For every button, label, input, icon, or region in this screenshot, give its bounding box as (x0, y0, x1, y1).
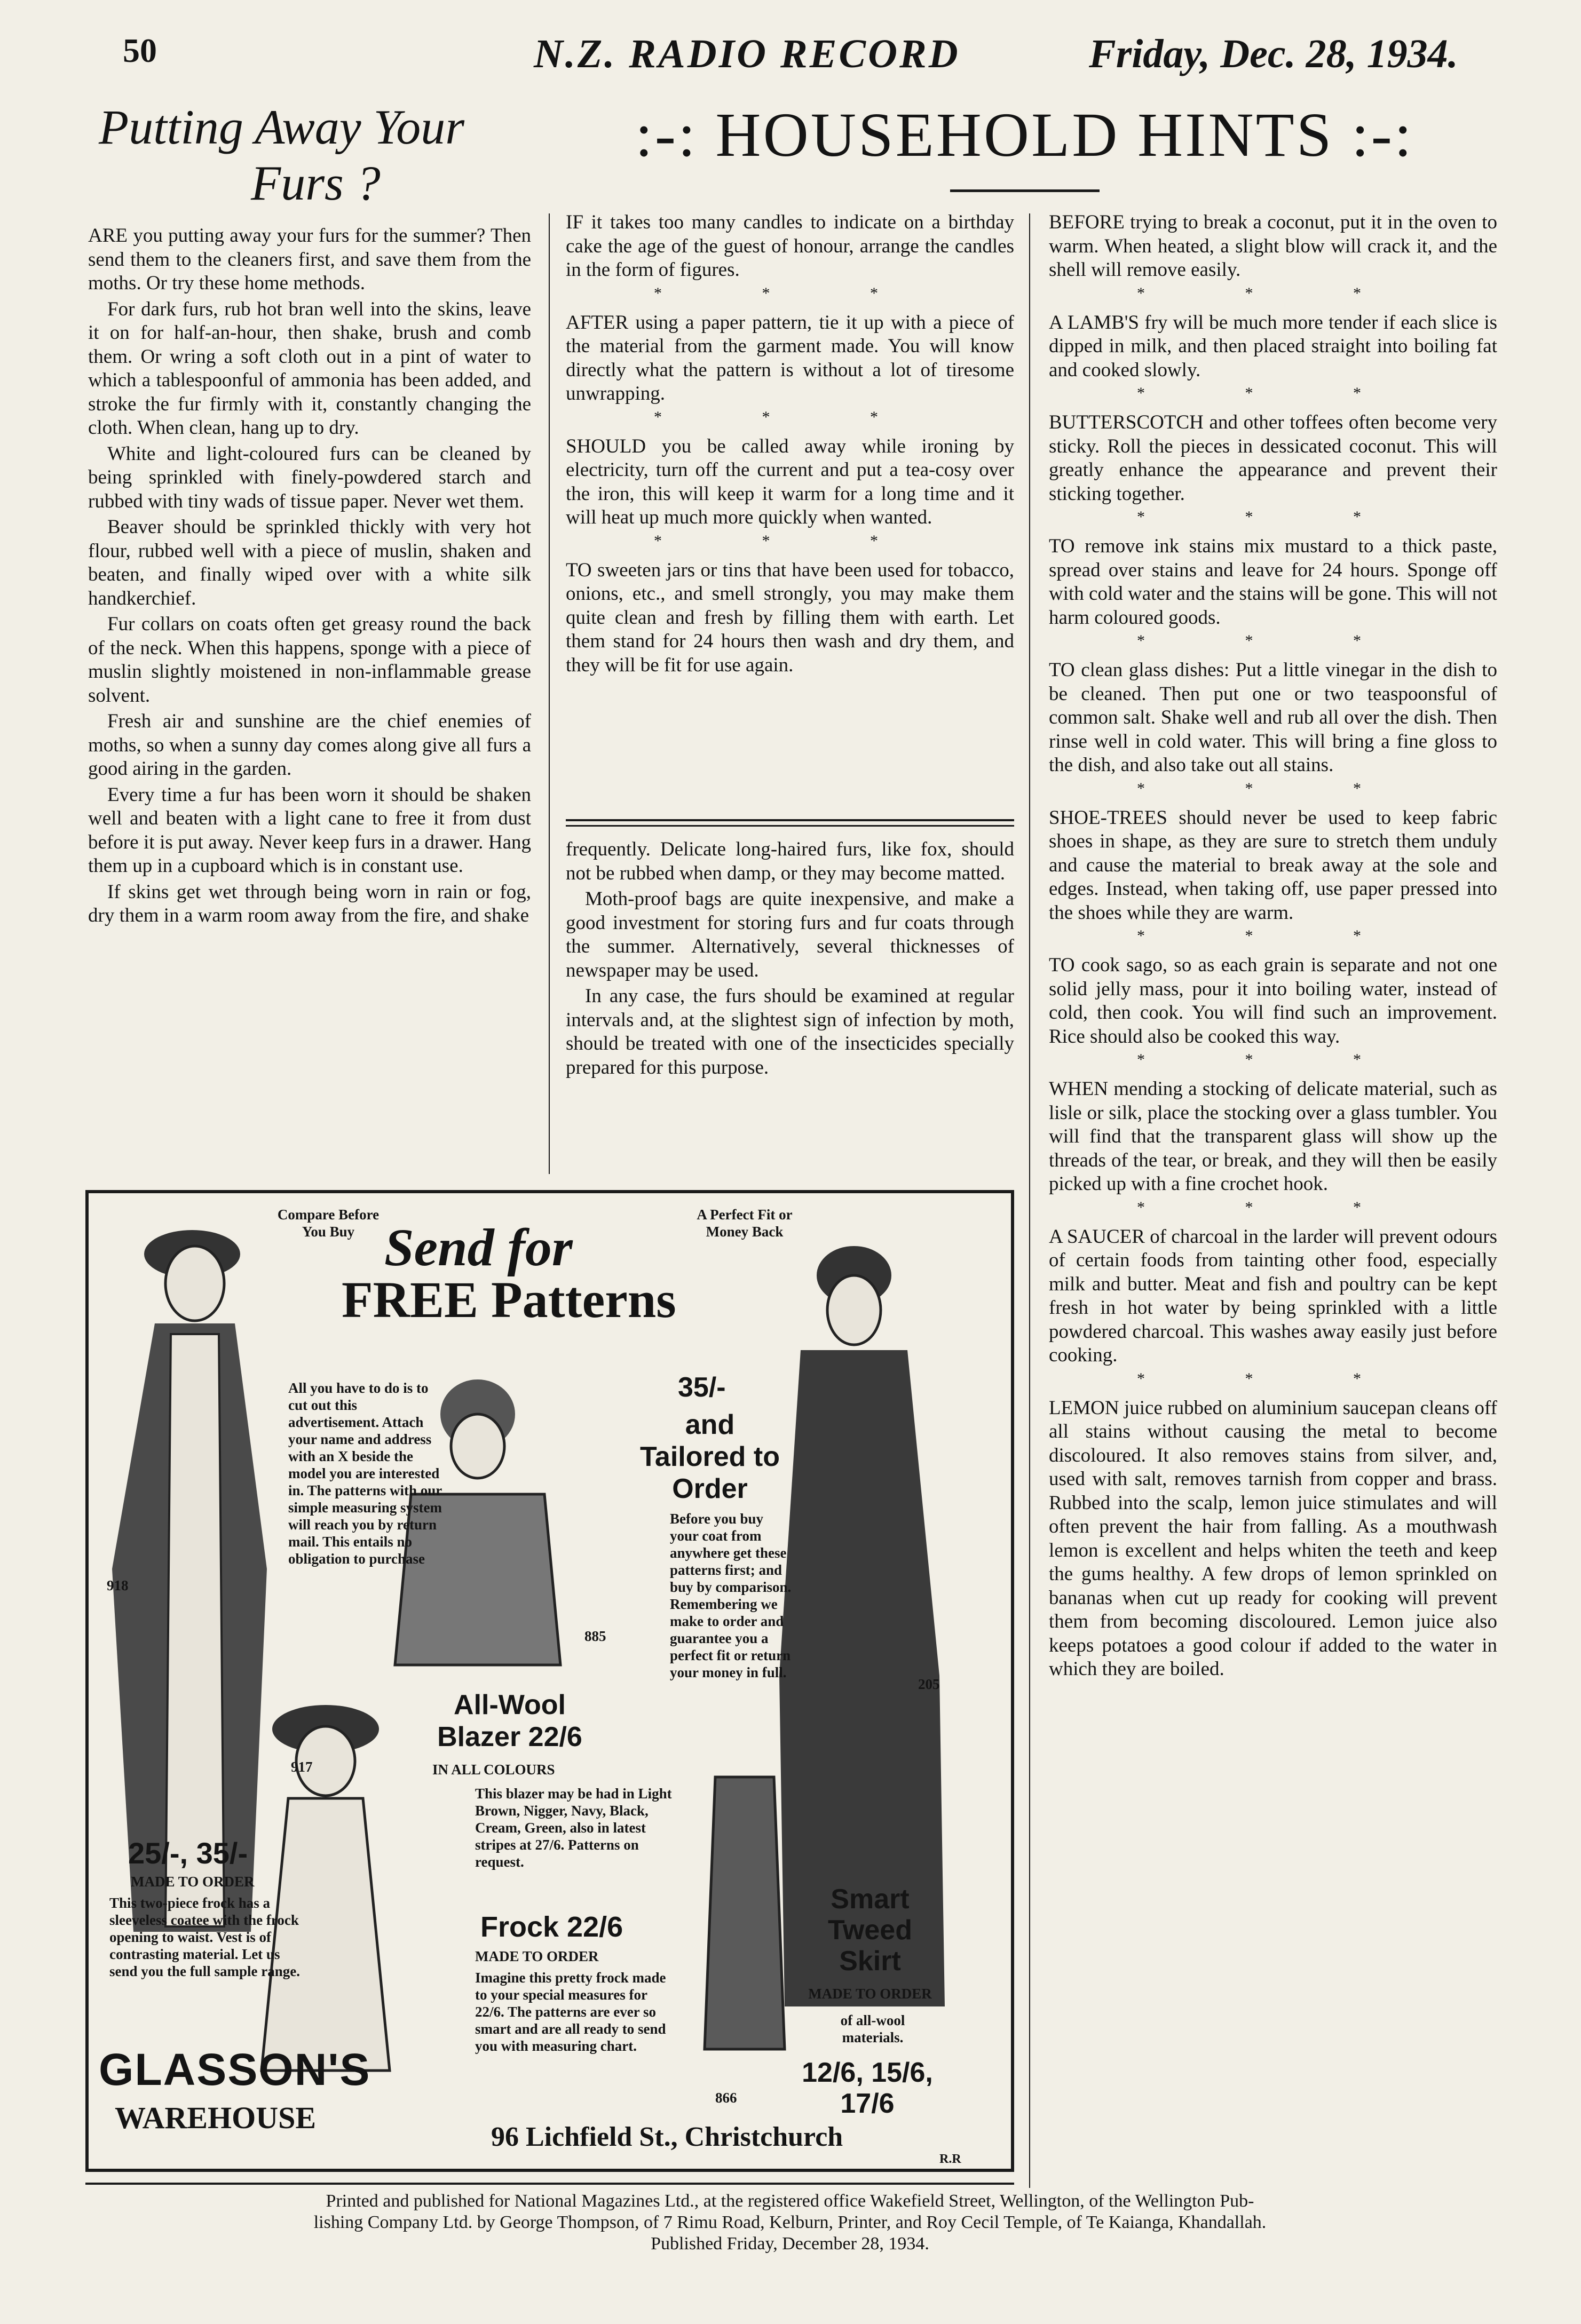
ad-address: 96 Lichfield St., Christchurch (491, 2122, 843, 2152)
stars-separator: * * * (1137, 1369, 1409, 1387)
ad-coat-text: Before you buy your coat from anywhere get these patterns first; and buy by comparison. Remembering we make to order and guarantee you a perfect fit or return your money in full. (670, 1511, 792, 1680)
ad-coat-price: 35/- (678, 1372, 726, 1403)
footer-line-2: lishing Company Ltd. by George Thompson, of 7 Rimu Road, Kelburn, Printer, and Roy Cecil Temple, of Te Kaianga, Khandallah. (313, 2212, 1267, 2232)
stars-separator: * * * (1137, 1051, 1409, 1068)
furs-title-line2: Furs ? (251, 156, 381, 210)
ad-model-number-205: 205 (918, 1676, 940, 1692)
middle-hints-column (566, 211, 1014, 814)
hint-butterscotch: BUTTERSCOTCH and other toffees often become very sticky. Roll the pieces in dessicated coconut. This will greatly enhance the appearance and prevent their sticking together. (1049, 411, 1497, 505)
ad-perfect-fit-text: A Perfect Fit or Money Back (697, 1207, 793, 1240)
illustration-frock-917 (262, 1705, 390, 2071)
household-hints-title: :-: HOUSEHOLD HINTS :-: (635, 100, 1414, 170)
hint-stocking: WHEN mending a stocking of delicate material, such as lisle or silk, place the stocking over a glass tumbler. You will find that the transparent glass will show up the threads of the tear, or break, and they will then be easily picked up with a fine crochet hook. (1049, 1078, 1497, 1195)
furs-para-8: If skins get wet through being worn in rain or fog, dry them in a warm room away from the fire, and shake (88, 881, 531, 926)
hint-lambs-fry: A LAMB'S fry will be much more tender if each slice is dipped in milk, and then placed straight into boiling fat and cooked slowly. (1049, 311, 1497, 381)
stars-separator: * * * (1137, 1198, 1409, 1216)
furs-para-4: Beaver should be sprinkled thickly with very hot flour, rubbed well with a piece of muslin, shaken and beaten, and finally wiped over with a white silk handkerchief. (88, 516, 531, 609)
furs-cont-para-3: In any case, the furs should be examined at regular intervals and, at the slightest sign of infection by moth, should be treated with one of the insecticides specially prepared for this purpose. (566, 985, 1014, 1078)
furs-cont-para-1: frequently. Delicate long-haired furs, like fox, should not be rubbed when damp, or they may become matted. (566, 838, 1014, 884)
ad-blazer-text: This blazer may be had in Light Brown, Nigger, Navy, Black, Cream, Green, also in latest stripes at 27/6. Patterns on request. (475, 1786, 672, 1870)
ad-compare-text: Compare Before You Buy (277, 1207, 380, 1240)
page-number: 50 (123, 31, 157, 69)
publication-name: N.Z. RADIO RECORD (534, 31, 960, 76)
column-rule-1 (549, 213, 550, 1174)
ad-blazer-colours: IN ALL COLOURS (432, 1762, 555, 1778)
ad-model-number-917: 917 (291, 1759, 313, 1775)
furs-para-1: ARE you putting away your furs for the summer? Then send them to the cleaners first, and save them from the moths. Or try these home methods. (88, 225, 531, 294)
illustration-woman-918 (112, 1230, 267, 1932)
hint-coconut: BEFORE trying to break a coconut, put it in the oven to warm. When heated, a slight blow will crack it, and the shell will remove easily. (1049, 211, 1497, 281)
hint-jars: TO sweeten jars or tins that have been used for tobacco, onions, etc., and smell strongly, you may make them quite clean and fresh by filling them with earth. Let them stand for 24 hours then wash and dry them, and they will be fit for use again. (566, 559, 1014, 676)
ad-frock-22-title: Frock 22/6 (480, 1911, 623, 1943)
column-rule-2 (1029, 213, 1030, 2188)
ad-frock-text: This two-piece frock has a sleeveless coatee with the frock opening to waist. Vest is of contrasting material. Let us send you the full sample range. (109, 1895, 301, 1979)
hint-lemon-juice: LEMON juice rubbed on aluminium saucepan cleans off all stains without causing the metal to become discoloured. It also removes stains from silver, and, used with salt, removes tarnish from copper and brass. Rubbed into the scalp, lemon juice stimulates and will often prevent the hair from falling. As a mouthwash lemon is excellent and helps whiten the teeth and keep the gums healthy. A few drops of lemon sprinkled on bananas when cut up ready for cooking will prevent them from becoming discoloured. Lemon juice also keeps potatoes a good colour if added to the water in which they are boiled. (1049, 1397, 1497, 1680)
stars-separator: * * * (1137, 384, 1409, 402)
hint-shoe-trees: SHOE-TREES should never be used to keep fabric shoes in shape, as they are sure to stretch them unduly and cause the material to break away at the sole and edges. Instead, when taking off, use paper pressed into the shoes while they are warm. (1049, 806, 1497, 924)
ad-instructions: All you have to do is to cut out this advertisement. Attach your name and address with an X beside the model you are interested in. The patterns with our simple measuring system will reach you by return mail. This entails no obligation to purchase (288, 1380, 442, 1567)
footer-line-1: Printed and published for National Magazines Ltd., at the registered office Wakefield Street, Wellington, of the Wellington Pub- (326, 2191, 1254, 2211)
ad-frock-price: 25/-, 35/- (128, 1836, 248, 1870)
ad-headline-free-patterns: FREE Patterns (342, 1271, 676, 1328)
footer-line-3: Published Friday, December 28, 1934. (651, 2234, 929, 2254)
issue-date: Friday, Dec. 28, 1934. (1089, 31, 1458, 76)
stars-separator: * * * (1137, 927, 1409, 945)
furs-title-line1: Putting Away Your (99, 100, 465, 154)
stars-separator: * * * (654, 532, 926, 550)
stars-separator: * * * (654, 284, 926, 302)
stars-separator: * * * (1137, 508, 1409, 526)
ad-brand-glassons: GLASSON'S (99, 2044, 371, 2095)
furs-para-6: Fresh air and sunshine are the chief enemies of moths, so when a sunny day comes along give all furs a good airing in the garden. (88, 710, 531, 780)
furs-para-7: Every time a fur has been worn it should be shaken well and beaten with a light cane to free it from dust before it is put away. Never keep furs in a drawer. Hang them up in a cupboard which is in constant use. (88, 783, 531, 877)
ad-frock-22-text: Imagine this pretty frock made to your special measures for 22/6. The patterns are ever so smart and are all ready to send you with measuring chart. (475, 1970, 666, 2054)
stars-separator: * * * (654, 408, 926, 426)
ad-tailored-to-order: and Tailored to Order (640, 1409, 780, 1504)
ad-model-number-885: 885 (584, 1628, 606, 1644)
furs-para-2: For dark furs, rub hot bran well into the skins, leave it on for half-an-hour, then shake, brush and comb them. Or wring a soft cloth out in a pint of water to which a tablespoonful of ammonia has been added, and stroke the fur firmly with it, constantly changing the cloth. When clean, hang up to dry. (88, 298, 531, 439)
title-underline (950, 189, 1100, 192)
hint-ink-stains: TO remove ink stains mix mustard to a thick paste, spread over stains and leave for 24 hours. Sponge off with cold water and the stains will be gone. This will not harm coloured goods. (1049, 535, 1497, 629)
footer-imprint (80, 2191, 1500, 2255)
ad-skirt-material: of all-wool materials. (840, 2012, 905, 2045)
stars-separator: * * * (1137, 632, 1409, 649)
ad-frock-22-made: MADE TO ORDER (475, 1948, 599, 1964)
hint-glass-dishes: TO clean glass dishes: Put a little vinegar in the dish to be cleaned. Then put one or two teaspoonsful of common salt. Shake well and rub all over the dish. Then rinse well in cold water. This will bring a fine gloss to the dish, and also take out all stains. (1049, 659, 1497, 776)
ad-headline-send-for: Send for (384, 1218, 573, 1277)
ad-blazer-title: All-Wool Blazer 22/6 (437, 1690, 582, 1752)
ad-made-to-order: MADE TO ORDER (131, 1874, 255, 1890)
hint-ironing: SHOULD you be called away while ironing by electricity, turn off the current and put a tea-cosy over the iron, this will keep it warm for a long time and it will heat up much more quickly when wanted. (566, 435, 1014, 528)
furs-continuation-column (566, 838, 1014, 1179)
stars-separator: * * * (1137, 779, 1409, 797)
furs-cont-para-2: Moth-proof bags are quite inexpensive, and make a good investment for storing furs and fur coats through the summer. Alternatively, several thicknesses of newspaper may be used. (566, 888, 1014, 981)
stars-separator: * * * (1137, 284, 1409, 302)
ad-skirt-made: MADE TO ORDER (808, 1986, 932, 2002)
right-hints-column (1049, 211, 1497, 2185)
hint-candles: IF it takes too many candles to indicate on a birthday cake the age of the guest of honour, arrange the candles in the form of figures. (566, 211, 1014, 281)
furs-article-column (88, 224, 531, 1179)
ad-signature: R.R (939, 2152, 961, 2166)
ad-skirt-prices: 12/6, 15/6, 17/6 (802, 2057, 933, 2119)
footer-rule (85, 2183, 1014, 2185)
illustration-skirt-866 (705, 1777, 785, 2049)
middle-column-rule-bottom (566, 825, 1014, 827)
middle-column-rule-top (566, 819, 1014, 821)
ad-skirt-title: Smart Tweed Skirt (828, 1884, 912, 1977)
furs-para-5: Fur collars on coats often get greasy round the back of the neck. When this happens, sponge with a piece of muslin slightly moistened in non-inflammable grease solvent. (88, 613, 531, 707)
hint-charcoal: A SAUCER of charcoal in the larder will prevent odours of certain foods from tainting other food, especially milk and butter. Meat and fish and poultry can be kept fresh in hot water by being sprinkled with a little powdered charcoal. This washes away easily just before cooking. (1049, 1225, 1497, 1366)
furs-para-3: White and light-coloured furs can be cleaned by being sprinkled with finely-powdered starch and rubbed with tiny wads of tissue paper. Never wet them. (88, 442, 531, 512)
ad-model-number-918: 918 (107, 1577, 129, 1593)
ad-model-number-866: 866 (715, 2090, 737, 2106)
hint-sago: TO cook sago, so as each grain is separate and not one solid jelly mass, pour it into boiling water, instead of cold, then cook. You will find such an improvement. Rice should also be cooked this way. (1049, 954, 1497, 1048)
ad-brand-warehouse: WAREHOUSE (115, 2100, 317, 2135)
hint-paper-pattern: AFTER using a paper pattern, tie it up with a piece of the material from the garment made. You will know directly what the pattern is without a lot of tiresome unwrapping. (566, 311, 1014, 404)
